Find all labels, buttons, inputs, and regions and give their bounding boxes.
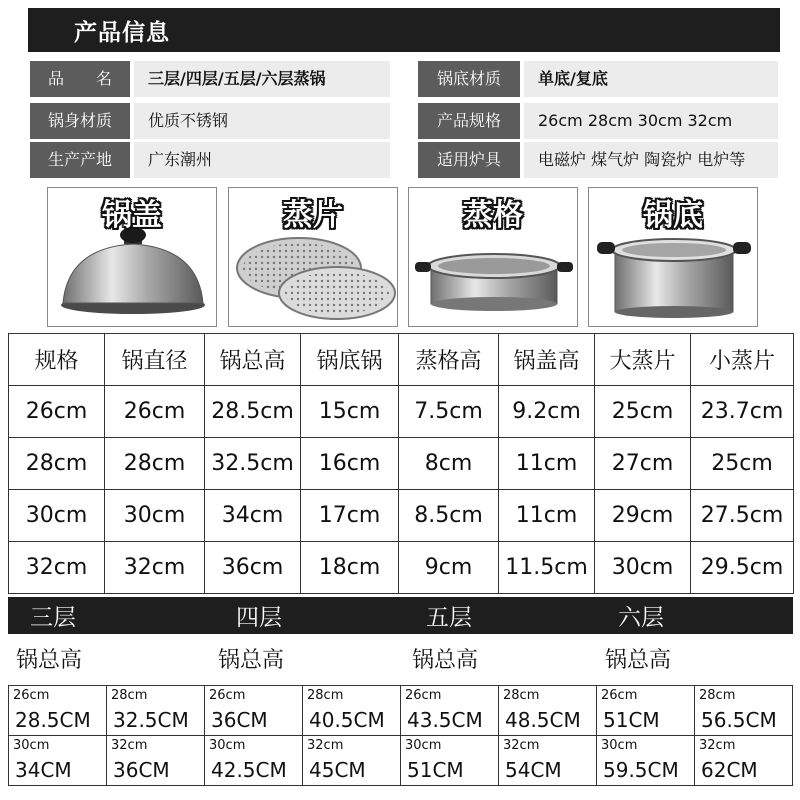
height-value: 51CM <box>603 708 660 732</box>
height-cell <box>9 736 107 786</box>
table-cell: 32.5cm <box>205 438 301 490</box>
height-cell <box>303 686 401 736</box>
header-banner <box>28 8 780 52</box>
height-value: 59.5CM <box>603 758 679 782</box>
height-value: 40.5CM <box>309 708 385 732</box>
product-lid <box>47 187 217 327</box>
info-label-origin: 生产产地 <box>30 142 130 178</box>
info-value-origin: 广东潮州 <box>134 142 390 178</box>
size-label: 28cm <box>111 688 148 703</box>
height-value: 34CM <box>15 758 72 782</box>
spec-table <box>8 333 794 594</box>
table-cell: 8.5cm <box>399 490 499 542</box>
table-cell: 36cm <box>205 542 301 594</box>
height-value: 62CM <box>701 758 758 782</box>
size-label: 28cm <box>307 688 344 703</box>
spec-header-cell: 蒸格高 <box>399 334 499 386</box>
height-cell <box>303 736 401 786</box>
height-value: 36CM <box>113 758 170 782</box>
size-label: 28cm <box>699 688 736 703</box>
size-label: 32cm <box>307 738 344 753</box>
height-cell <box>499 736 597 786</box>
product-title-tier: 蒸格 <box>463 198 523 233</box>
height-cell <box>9 686 107 736</box>
product-base <box>588 187 758 327</box>
height-value: 56.5CM <box>701 708 777 732</box>
layer-name-6: 六层 <box>618 605 664 631</box>
height-value: 42.5CM <box>211 758 287 782</box>
product-plate <box>228 187 398 327</box>
size-label: 32cm <box>699 738 736 753</box>
height-value: 43.5CM <box>407 708 483 732</box>
info-value-stove: 电磁炉 煤气炉 陶瓷炉 电炉等 <box>524 142 778 178</box>
total-height-caption: 锅总高 <box>218 648 285 673</box>
height-cell <box>695 736 793 786</box>
info-label-stove: 适用炉具 <box>418 142 520 178</box>
table-cell: 30cm <box>9 490 105 542</box>
table-row <box>9 490 794 542</box>
info-label-spec: 产品规格 <box>418 103 520 139</box>
table-row <box>9 686 793 736</box>
size-label: 30cm <box>601 738 638 753</box>
height-value: 51CM <box>407 758 464 782</box>
table-row <box>9 386 794 438</box>
size-label: 28cm <box>503 688 540 703</box>
spec-header-cell: 锅盖高 <box>499 334 595 386</box>
table-cell: 9cm <box>399 542 499 594</box>
total-height-caption: 锅总高 <box>605 648 672 673</box>
total-height-caption: 锅总高 <box>16 648 83 673</box>
info-value-name: 三层/四层/五层/六层蒸锅 <box>134 61 390 97</box>
product-title-plate: 蒸片 <box>283 198 343 233</box>
table-cell: 29.5cm <box>691 542 794 594</box>
info-value-body-material: 优质不锈钢 <box>134 103 390 139</box>
table-row <box>9 438 794 490</box>
size-label: 26cm <box>209 688 246 703</box>
height-cell <box>107 736 205 786</box>
info-label-name: 品 名 <box>30 61 130 97</box>
height-cell <box>401 736 499 786</box>
info-value-base-material: 单底/复底 <box>524 61 778 97</box>
product-title-base: 锅底 <box>643 198 703 233</box>
table-cell: 11.5cm <box>499 542 595 594</box>
table-cell: 30cm <box>595 542 691 594</box>
table-cell: 32cm <box>105 542 205 594</box>
spec-header-cell: 大蒸片 <box>595 334 691 386</box>
table-cell: 7.5cm <box>399 386 499 438</box>
size-label: 30cm <box>209 738 246 753</box>
height-value: 36CM <box>211 708 268 732</box>
spec-header-cell: 锅底锅 <box>301 334 399 386</box>
table-cell: 16cm <box>301 438 399 490</box>
height-cell <box>597 736 695 786</box>
info-label-body-material: 锅身材质 <box>30 103 130 139</box>
table-cell: 25cm <box>595 386 691 438</box>
height-value: 54CM <box>505 758 562 782</box>
table-cell: 18cm <box>301 542 399 594</box>
size-label: 30cm <box>13 738 50 753</box>
size-label: 26cm <box>13 688 50 703</box>
table-row <box>9 542 794 594</box>
layer-name-3: 三层 <box>30 605 76 631</box>
layer-name-4: 四层 <box>236 605 282 631</box>
height-cell <box>695 686 793 736</box>
layer-band <box>8 597 793 634</box>
table-cell: 11cm <box>499 438 595 490</box>
product-tier <box>408 187 578 327</box>
table-cell: 28cm <box>9 438 105 490</box>
page-title: 产品信息 <box>74 20 170 46</box>
table-cell: 28cm <box>105 438 205 490</box>
table-row <box>9 736 793 786</box>
spec-header-cell: 规格 <box>9 334 105 386</box>
size-label: 26cm <box>601 688 638 703</box>
table-cell: 25cm <box>691 438 794 490</box>
size-label: 26cm <box>405 688 442 703</box>
height-value: 48.5CM <box>505 708 581 732</box>
spec-header-row <box>9 334 794 386</box>
height-value: 32.5CM <box>113 708 189 732</box>
table-cell: 15cm <box>301 386 399 438</box>
layer-name-5: 五层 <box>426 605 472 631</box>
table-cell: 32cm <box>9 542 105 594</box>
info-value-spec: 26cm 28cm 30cm 32cm <box>524 103 778 139</box>
height-table <box>8 685 793 786</box>
size-label: 32cm <box>111 738 148 753</box>
table-cell: 34cm <box>205 490 301 542</box>
height-cell <box>597 686 695 736</box>
spec-header-cell: 锅直径 <box>105 334 205 386</box>
height-value: 28.5CM <box>15 708 91 732</box>
height-value: 45CM <box>309 758 366 782</box>
table-cell: 30cm <box>105 490 205 542</box>
table-cell: 26cm <box>9 386 105 438</box>
spec-header-cell: 锅总高 <box>205 334 301 386</box>
height-cell <box>401 686 499 736</box>
height-cell <box>107 686 205 736</box>
height-cell <box>499 686 597 736</box>
table-cell: 27.5cm <box>691 490 794 542</box>
height-cell <box>205 736 303 786</box>
size-label: 30cm <box>405 738 442 753</box>
table-cell: 29cm <box>595 490 691 542</box>
size-label: 32cm <box>503 738 540 753</box>
spec-header-cell: 小蒸片 <box>691 334 794 386</box>
table-cell: 8cm <box>399 438 499 490</box>
table-cell: 9.2cm <box>499 386 595 438</box>
table-cell: 28.5cm <box>205 386 301 438</box>
table-cell: 26cm <box>105 386 205 438</box>
info-label-base-material: 锅底材质 <box>418 61 520 97</box>
product-title-lid: 锅盖 <box>102 198 162 233</box>
total-height-caption: 锅总高 <box>412 648 479 673</box>
table-cell: 17cm <box>301 490 399 542</box>
table-cell: 11cm <box>499 490 595 542</box>
height-cell <box>205 686 303 736</box>
table-cell: 23.7cm <box>691 386 794 438</box>
table-cell: 27cm <box>595 438 691 490</box>
